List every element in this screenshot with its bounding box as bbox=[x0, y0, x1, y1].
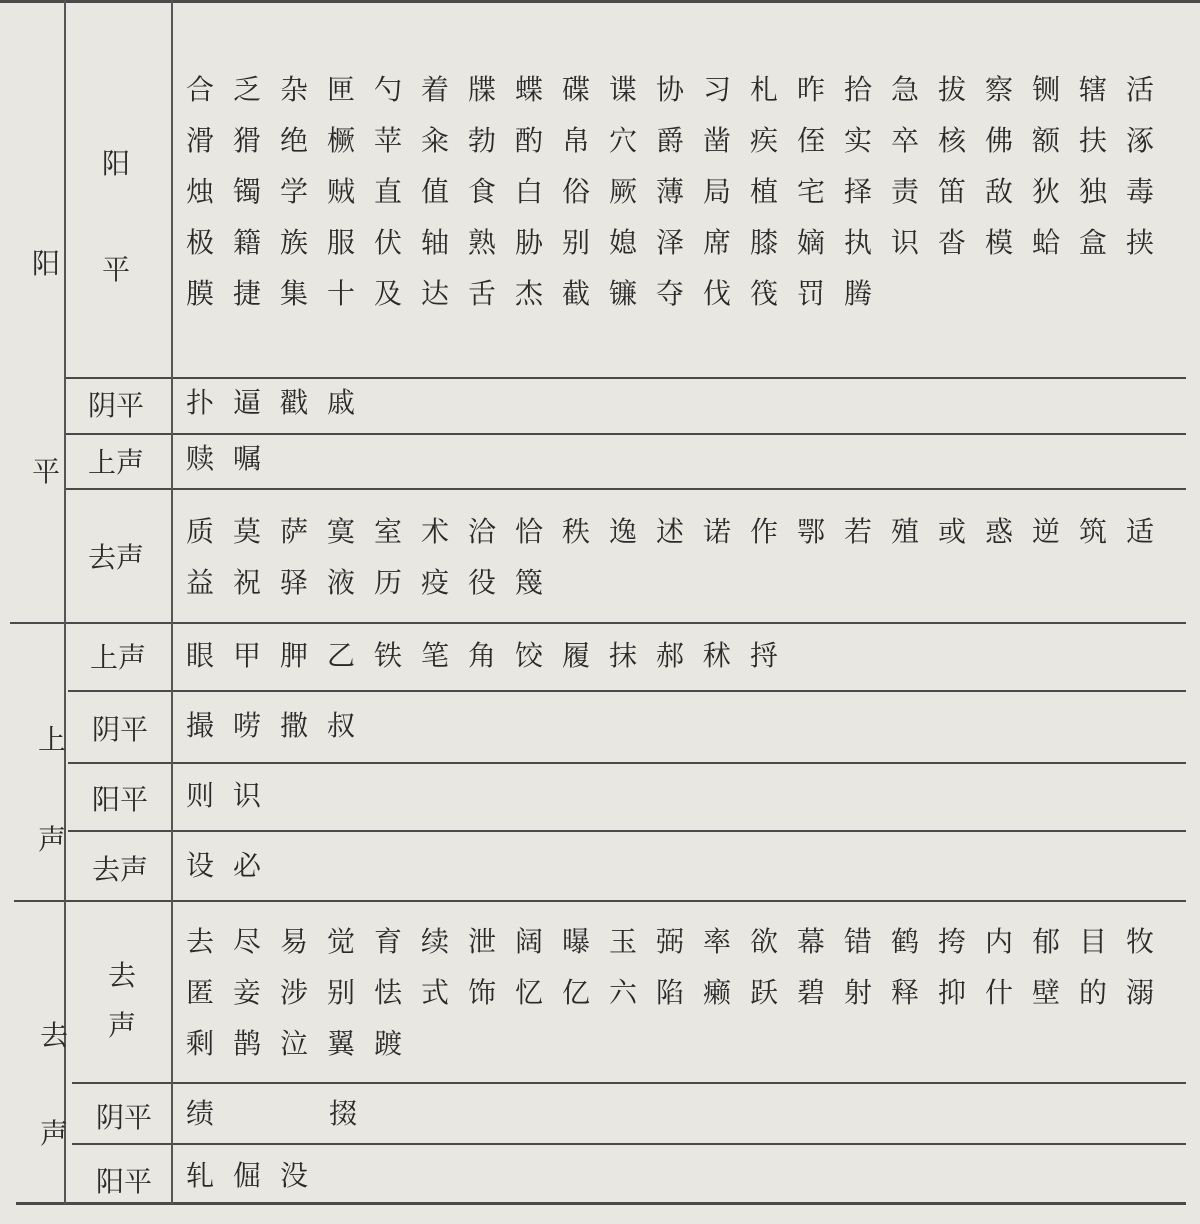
row-content: 赎嘱 bbox=[186, 442, 281, 475]
row-rule bbox=[66, 488, 1186, 490]
group-tone-label: 上 bbox=[38, 723, 67, 756]
row-content: 设必 bbox=[186, 849, 281, 882]
row-rule bbox=[68, 762, 1186, 764]
row-content: 去尽易觉育续泄阔曝玉弼率欲幕错鹤挎内郁目牧 匿妾涉别怯式饰忆亿六陷癞跃碧射释抑什壁的溺 剩鹊泣翼踱 bbox=[186, 925, 1174, 1060]
row-label: 阳平 bbox=[92, 783, 149, 816]
group-rule bbox=[10, 622, 1186, 624]
row-label: 阴平 bbox=[92, 713, 149, 746]
row-rule bbox=[72, 1082, 1186, 1084]
group-tone-label: 声 bbox=[40, 1117, 69, 1150]
row-label: 去声 bbox=[92, 853, 149, 886]
bottom-rule bbox=[16, 1202, 1186, 1205]
row-label: 声 bbox=[108, 1009, 137, 1042]
row-rule bbox=[68, 830, 1186, 832]
row-content: 扑逼戳戚 bbox=[186, 386, 375, 419]
row-label: 阳平 bbox=[96, 1165, 153, 1198]
top-rule bbox=[0, 0, 1200, 3]
row-content: 合乏杂匣勺着牒蝶碟谍协习札昨拾急拔察铡辖活 滑猾绝橛苹籴勃酌帛穴爵凿疾侄实卒核佛额扶涿 烛镯学贼直值食白俗厥薄局植宅择责笛敌狄独毒 极籍族服伏轴熟胁别媳泽席膝嫡执识沓模蛤盒挟 膜捷集十及达舌杰截镰夺伐筏罚腾 bbox=[186, 73, 1174, 310]
row-label: 去声 bbox=[88, 541, 145, 574]
row-label: 上声 bbox=[90, 641, 147, 674]
row-label: 平 bbox=[102, 253, 131, 286]
row-label: 阳 bbox=[102, 147, 131, 180]
row-rule bbox=[72, 1143, 1186, 1145]
row-content: 撮唠撒叔 bbox=[186, 709, 375, 742]
group-tone-label: 去 bbox=[40, 1019, 69, 1052]
row-content: 绩 掇 bbox=[186, 1097, 377, 1130]
row-content: 质莫萨寞室术洽恰秩逸述诺作鄂若殖或惑逆筑适 益祝驿液历疫役篾 bbox=[186, 515, 1174, 599]
row-content: 则识 bbox=[186, 779, 281, 812]
row-label: 阴平 bbox=[96, 1101, 153, 1134]
group-tone-label: 平 bbox=[32, 455, 61, 488]
group-rule bbox=[14, 900, 1186, 902]
row-label: 阴平 bbox=[88, 389, 145, 422]
row-label: 去 bbox=[108, 959, 137, 992]
column-rule bbox=[171, 0, 173, 1204]
group-tone-label: 声 bbox=[38, 823, 67, 856]
row-label: 上声 bbox=[88, 446, 145, 479]
row-content: 轧倔没 bbox=[186, 1159, 328, 1192]
row-rule bbox=[68, 690, 1186, 692]
group-tone-label: 阳 bbox=[32, 247, 61, 280]
row-content: 眼甲胛乙铁笔角饺履抹郝秫捋 bbox=[186, 639, 798, 672]
